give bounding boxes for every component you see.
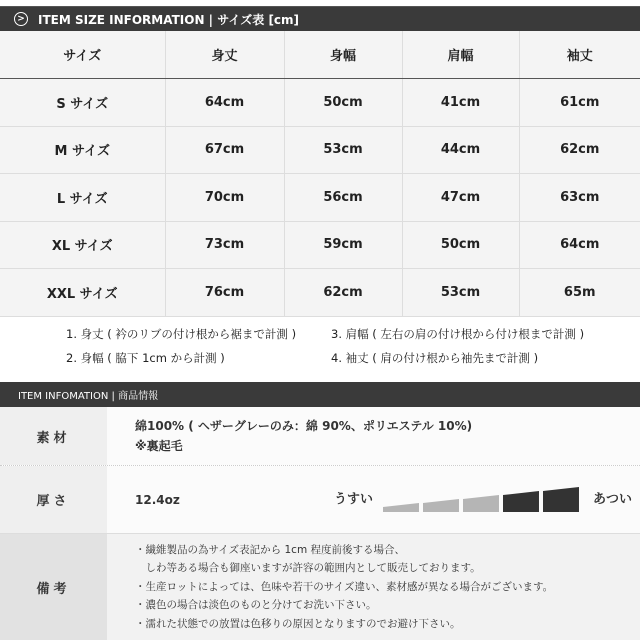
column-header: サイズ xyxy=(0,31,165,79)
remarks-label: 備考 xyxy=(0,534,107,640)
thickness-row xyxy=(0,466,640,534)
cell: 50cm xyxy=(284,79,402,127)
table-row xyxy=(0,269,640,317)
table-row xyxy=(0,174,640,222)
cell: 62cm xyxy=(284,269,402,317)
thickness-label: 厚さ xyxy=(0,466,107,533)
cell: 73cm xyxy=(165,221,284,269)
thin-label: うすい xyxy=(333,491,373,507)
note: 3. 肩幅 ( 左右の肩の付け根から付け根まで計測 ) xyxy=(331,327,585,341)
table-row xyxy=(0,221,640,269)
cell: 64cm xyxy=(519,221,640,269)
cell: 63cm xyxy=(519,174,640,222)
cell: 53cm xyxy=(402,269,519,317)
cell: 47cm xyxy=(402,174,519,222)
remark-line: ・濡れた状態での放置は色移りの原因となりますのでお避け下さい。 xyxy=(135,617,461,630)
thickness-level-bar xyxy=(543,487,579,512)
table-row xyxy=(0,126,640,174)
column-header: 身丈 xyxy=(165,31,284,79)
cell: 76cm xyxy=(165,269,284,317)
thickness-level-bar xyxy=(503,491,539,512)
size-cell: XL サイズ xyxy=(0,221,165,269)
cell: 59cm xyxy=(284,221,402,269)
thickness-level-bar xyxy=(383,503,419,512)
thickness-value: 12.4oz xyxy=(135,492,180,507)
cell: 56cm xyxy=(284,174,402,222)
info-section-title: ITEM INFOMATION | 商品情報 xyxy=(18,391,159,402)
cell: 65m xyxy=(519,269,640,317)
remark-line: ・繊維製品の為サイズ表記から 1cm 程度前後する場合、 xyxy=(135,543,406,556)
column-header: 袖丈 xyxy=(519,31,640,79)
material-label: 素材 xyxy=(0,407,107,465)
remark-line: ・濃色の場合は淡色のものと分けてお洗い下さい。 xyxy=(135,599,377,612)
table-row xyxy=(0,79,640,127)
cell: 67cm xyxy=(165,126,284,174)
cell: 61cm xyxy=(519,79,640,127)
size-section-header xyxy=(0,6,640,31)
note: 4. 袖丈 ( 肩の付け根から袖先まで計測 ) xyxy=(331,351,539,365)
thick-label: あつい xyxy=(592,491,632,507)
table-header-row xyxy=(0,31,640,79)
cell: 44cm xyxy=(402,126,519,174)
column-header: 肩幅 xyxy=(402,31,519,79)
size-section-title: ITEM SIZE INFORMATION | サイズ表 [cm] xyxy=(38,12,300,27)
chevron-right-circle-icon: > xyxy=(14,12,28,26)
thickness-scale xyxy=(324,487,632,512)
note: 1. 身丈 ( 衿のリブの付け根から裾まで計測 ) xyxy=(66,327,297,341)
measurement-notes xyxy=(66,326,626,366)
size-cell: S サイズ xyxy=(0,79,165,127)
material-line: 綿100% ( ヘザーグレーのみ：綿 90%、ポリエステル 10%) xyxy=(135,419,473,433)
remark-line: しわ等ある場合も御座いますが許容の範囲内として販売しております。 xyxy=(135,562,481,575)
cell: 41cm xyxy=(402,79,519,127)
size-cell: XXL サイズ xyxy=(0,269,165,317)
remark-line: ・生産ロットによっては、色味や若干のサイズ違い、素材感が異なる場合がございます。 xyxy=(135,580,554,593)
cell: 64cm xyxy=(165,79,284,127)
remarks-row xyxy=(0,534,640,640)
cell: 70cm xyxy=(165,174,284,222)
material-line: ※裏起毛 xyxy=(135,439,183,453)
cell: 50cm xyxy=(402,221,519,269)
thickness-level-bar xyxy=(463,495,499,512)
thickness-level-bar xyxy=(423,499,459,512)
column-header: 身幅 xyxy=(284,31,402,79)
size-cell: L サイズ xyxy=(0,174,165,222)
cell: 53cm xyxy=(284,126,402,174)
note: 2. 身幅 ( 脇下 1cm から計測 ) xyxy=(66,351,225,365)
cell: 62cm xyxy=(519,126,640,174)
info-section-header xyxy=(0,382,640,407)
size-table xyxy=(0,31,640,317)
material-row xyxy=(0,407,640,466)
size-cell: M サイズ xyxy=(0,126,165,174)
